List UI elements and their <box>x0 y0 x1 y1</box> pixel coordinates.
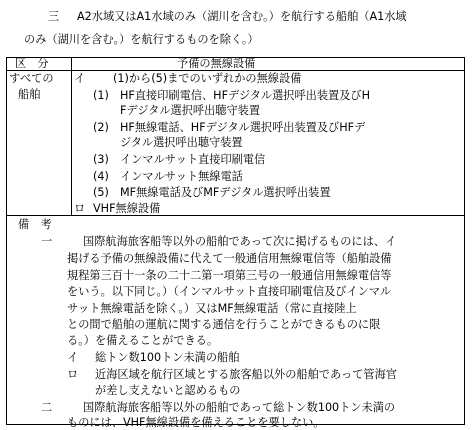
category-line1: すべての <box>9 72 54 85</box>
subitem-4-line1: インマルサット無線電話 <box>120 170 243 183</box>
subitem-3-number: (3) <box>93 153 109 166</box>
category-line2: 船舶 <box>18 88 41 101</box>
remark-2-number: 二 <box>41 401 53 414</box>
remark-1-sub-i-text: 総トン数100トン未満の船舶 <box>95 351 240 364</box>
remark-1-line7: る。）を備えることができる。 <box>67 334 219 347</box>
remark-1-sub-ro-line2: が差し支えないと認めるもの <box>95 384 241 397</box>
column-header-equipment: 予備の無線設備 <box>177 57 256 70</box>
subitem-2-line2: ジタル選択呼出聴守装置 <box>120 136 243 149</box>
remark-1-sub-ro-marker: ロ <box>67 368 79 381</box>
item-ro-marker: ロ <box>74 202 86 215</box>
subitem-5-line1: MF無線電話及びMFデジタル選択呼出装置 <box>120 186 331 199</box>
section-number: 三 <box>48 10 60 23</box>
remark-1-sub-i-marker: イ <box>67 351 79 364</box>
subitem-1-number: (1) <box>93 89 109 102</box>
item-i-text: (1)から(5)までのいずれかの無線設備 <box>113 72 302 85</box>
remark-1-line3: 規程第三百十一条の二十二第一項第三号の一般通信用無線電信等 <box>67 269 392 282</box>
subitem-2-line1: HF無線電話、HFデジタル選択呼出装置及びHFデ <box>120 121 366 134</box>
remark-1-sub-ro-line1: 近海区域を航行区域とする旅客船以外の船舶であって管海官 <box>95 368 397 381</box>
remark-2-line2: ものには、VHF無線設備を備えることを要しない。 <box>67 416 325 429</box>
subitem-3-line1: インマルサット直接印刷電信 <box>120 153 266 166</box>
subitem-1-line2: Fデジタル選択呼出聴守装置 <box>120 104 261 117</box>
subitem-5-number: (5) <box>93 186 109 199</box>
remark-1-number: 一 <box>41 235 53 248</box>
item-i-marker: イ <box>74 72 86 85</box>
column-header-category: 区 分 <box>15 57 49 70</box>
remark-2-line1: 国際航海旅客船等以外の船舶であって総トン数100トン未満の <box>83 401 396 414</box>
remark-1-line6: との間で船舶の運航に関する通信を行うことができるものに限 <box>67 318 381 331</box>
remark-1-line1: 国際航海旅客船等以外の船舶であって次に掲げるものには、イ <box>83 235 397 248</box>
subitem-1-line1: HF直接印刷電信、HFデジタル選択呼出装置及びH <box>120 89 370 102</box>
subitem-2-number: (2) <box>93 121 109 134</box>
remark-1-line4: をいう。以下同じ。）（インマルサット直接印刷電信及びインマル <box>67 285 392 298</box>
section-title-line1: A2水域又はA1水域のみ（湖川を含む。）を航行する船舶（A1水域 <box>77 10 407 23</box>
section-title-line2: のみ（湖川を含む。）を航行するものを除く。） <box>24 33 259 46</box>
subitem-4-number: (4) <box>93 170 109 183</box>
column-divider <box>71 57 72 215</box>
remark-1-line5: サット無線電話を除く。）又はMF無線電話（常に直接陸上 <box>67 302 357 315</box>
item-ro-text: VHF無線設備 <box>93 202 161 215</box>
remark-1-line2: 掲げる予備の無線設備に代えて一般通信用無線電信等（船舶設備 <box>67 252 392 265</box>
remarks-header: 備 考 <box>18 218 52 231</box>
